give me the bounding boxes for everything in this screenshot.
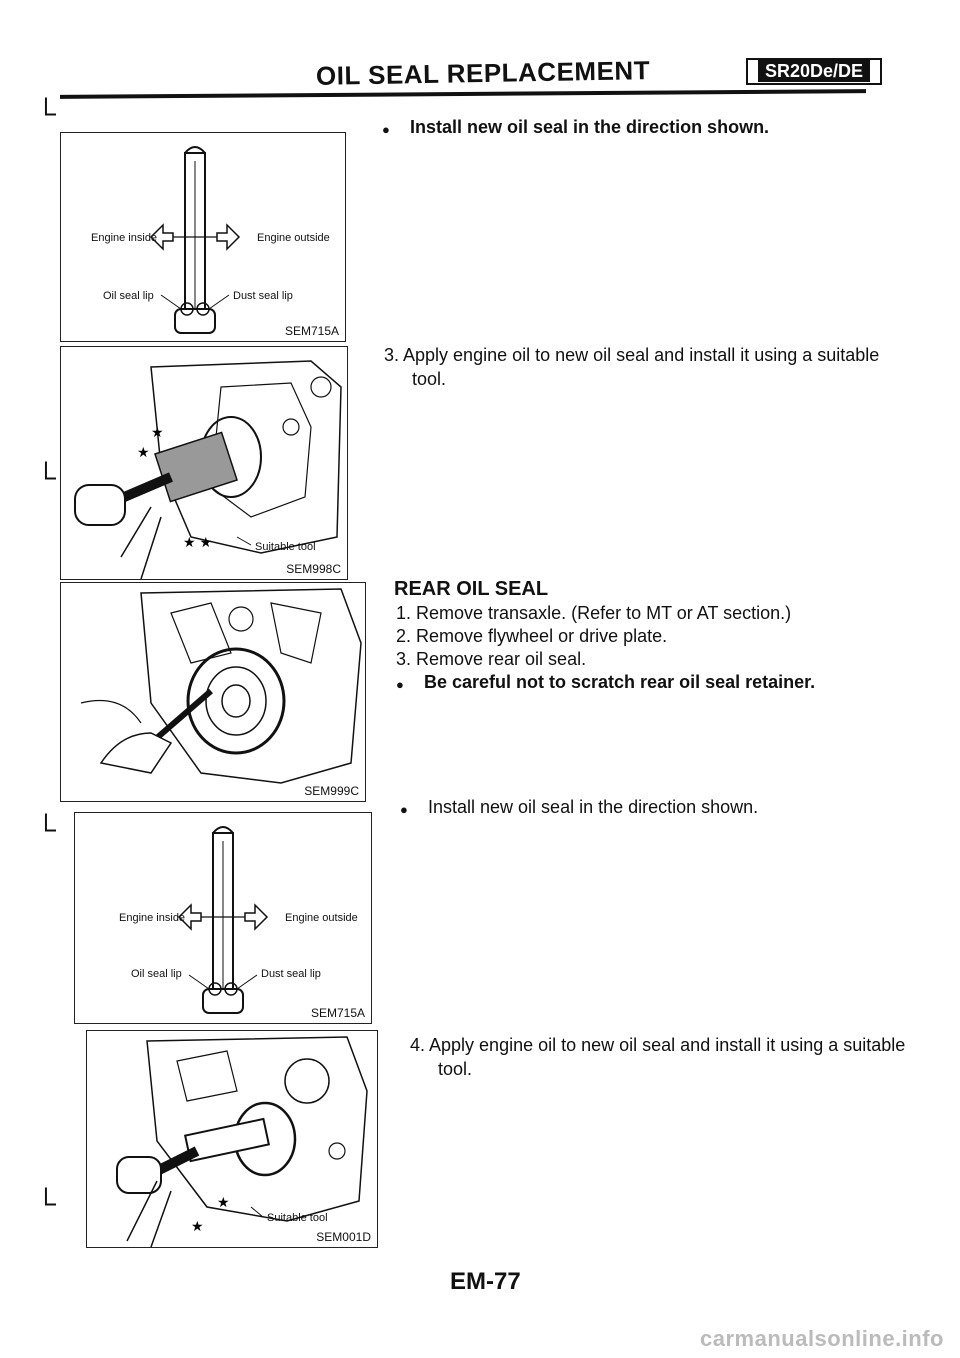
figure-ref: SEM715A [284, 324, 339, 338]
install-front-seal-note: ● Install new oil seal in the direction shown. [410, 116, 769, 139]
rear-seal-direction-figure [74, 812, 372, 1024]
front-step-3-cont: tool. [412, 369, 447, 389]
install-rear-seal-note: ● Install new oil seal in the direction shown. [428, 796, 758, 819]
rear-seal-removal-figure [60, 582, 366, 802]
rear-seal-removal-illustration [61, 583, 365, 801]
dust-seal-lip-label: Dust seal lip [261, 968, 321, 980]
seal-diagram [61, 133, 345, 341]
engine-outside-label: Engine outside [257, 232, 330, 244]
svg-text:★: ★ [191, 1218, 204, 1234]
corner-mark: └ [36, 98, 56, 129]
figure-ref: SEM001D [316, 1230, 371, 1244]
figure-ref: SEM999C [304, 784, 359, 798]
front-step-3: 3. Apply engine oil to new oil seal and install it using a suitable [384, 345, 880, 365]
rear-step-3: 3. Remove rear oil seal. [396, 649, 587, 669]
suitable-tool-label: Suitable tool [267, 1212, 328, 1224]
suitable-tool-label: Suitable tool [255, 541, 316, 553]
oil-seal-lip-label: Oil seal lip [131, 968, 182, 980]
rear-step-4-cont: tool. [438, 1059, 473, 1079]
engine-inside-label: Engine inside [91, 232, 158, 244]
front-seal-install-figure [60, 346, 348, 580]
rear-caution-note: ● Be careful not to scratch rear oil seal retainer. [424, 671, 815, 694]
engine-outside-label: Engine outside [285, 912, 358, 924]
corner-mark: └ [36, 462, 56, 493]
svg-text:★ ★: ★ ★ [183, 534, 212, 550]
corner-mark: └ [36, 814, 56, 845]
engine-inside-label: Engine inside [119, 912, 186, 924]
rear-step-1: 1. Remove transaxle. (Refer to MT or AT section.) [396, 603, 792, 623]
seal-direction-figure [60, 132, 346, 342]
rear-step-4: 4. Apply engine oil to new oil seal and install it using a suitable [410, 1035, 906, 1055]
rear-oil-seal-heading: REAR OIL SEAL [394, 578, 549, 600]
dust-seal-lip-label: Dust seal lip [233, 290, 293, 302]
rear-step-2: 2. Remove flywheel or drive plate. [396, 626, 668, 646]
seal-diagram [75, 813, 371, 1023]
front-seal-install-illustration [61, 347, 347, 579]
svg-text:★: ★ [217, 1194, 230, 1210]
header-rule [60, 89, 866, 99]
page-title: OIL SEAL REPLACEMENT [315, 55, 651, 91]
svg-text:★: ★ [151, 424, 164, 440]
page-number: EM-77 [450, 1268, 521, 1295]
svg-text:★: ★ [137, 444, 150, 460]
figure-ref: SEM715A [310, 1006, 365, 1020]
watermark: carmanualsonline.info [700, 1326, 944, 1351]
rear-seal-install-illustration [87, 1031, 377, 1247]
oil-seal-lip-label: Oil seal lip [103, 290, 154, 302]
rear-seal-install-figure [86, 1030, 378, 1248]
corner-mark: └ [36, 1188, 56, 1219]
engine-model-badge: SR20De/DE [746, 58, 882, 85]
figure-ref: SEM998C [286, 562, 341, 576]
